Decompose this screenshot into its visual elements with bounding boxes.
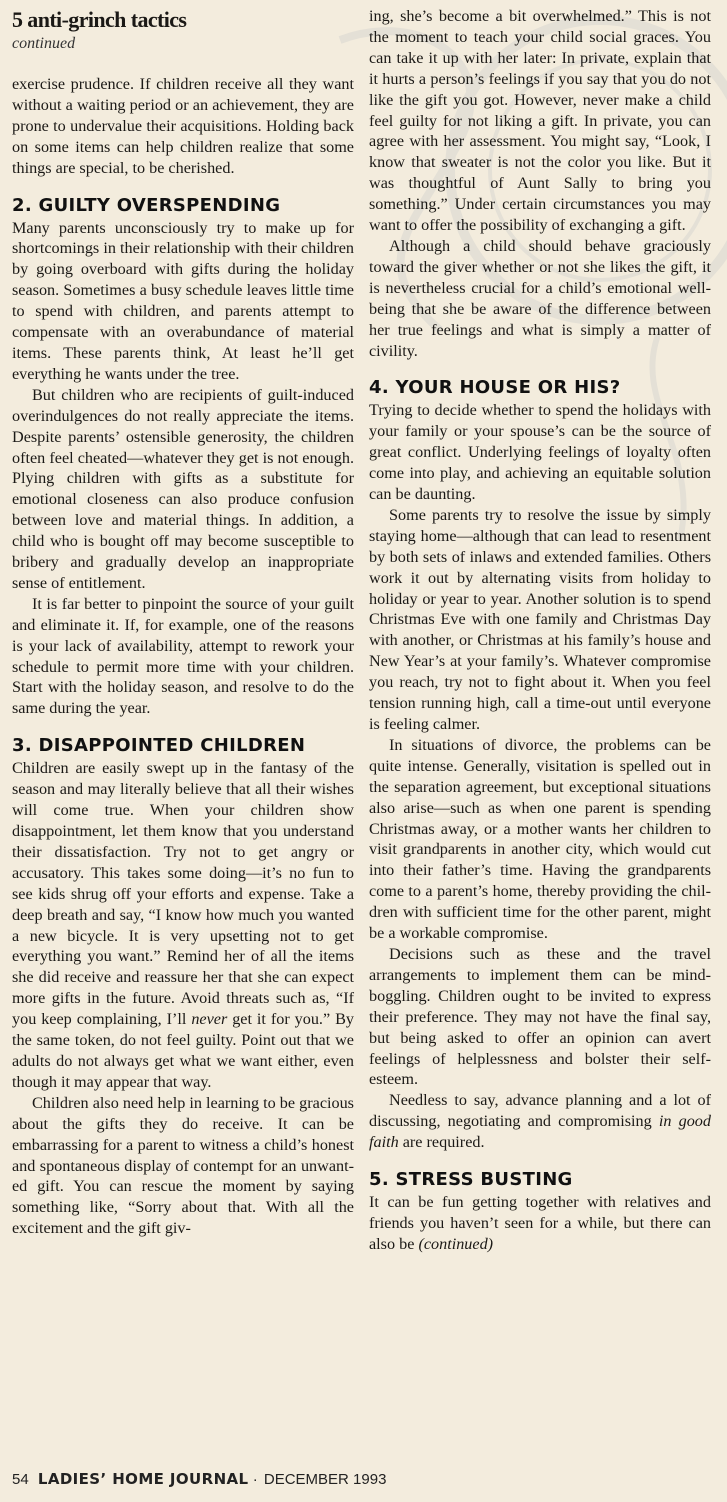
footer-separator: · [252,1471,258,1488]
paragraph: Trying to decide whether to spend the holidays with your family or your spouse’s can be the source of great conflict. Underlying feelings of loyalty often come into play, and achieving an equitable solution can be daunting. [369,401,711,504]
paragraph [12,758,354,1093]
paragraph: Children also need help in learning to be gracious about the gifts they do receive. It can be embarrassing for a parent to witness a child’s honest and spontaneous display of contempt for an unwanted gift. You can rescue the moment by saying something like, “Sorry about that. With all the excitement and the gift giv- [12,1093,354,1238]
paragraph: It is far better to pinpoint the source of your guilt and eliminate it. If, for example, one of the reasons is your lack of availability, attempt to rework your schedule to permit more time with your children. Start with the holiday season, and resolve to do the same during the year. [12,594,354,718]
text-run: are required. [398,1133,485,1152]
left-column [12,6,354,1239]
paragraph: Some parents try to resolve the issue by simply staying home—although that can lead to resentment by both sets of inlaws and extended families. Others work it out by alternating visits from holiday to holiday or year to year. Another solution is to spend Christmas Eve with one family and Christmas Day with another, or Christmas at his family’s house and New Year’s at your family’s. Whatever compromise you reach, try not to fight about it. When you feel tension running high, call a time-out until everyone is feeling calmer. [369,505,711,733]
section-heading-your-house-or-his: 4. YOUR HOUSE OR HIS? [369,377,621,399]
magazine-name: LADIES’ HOME JOURNAL [37,1470,249,1488]
article-title: 5 anti-grinch tactics [12,7,187,32]
paragraph [369,1192,711,1255]
emphasis-text: in good faith [369,1112,711,1152]
continued-marker: (continued) [418,1234,494,1253]
paragraph: Many parents unconsciously try to make up for shortcomings in their relationship with their children by going overboard with gifts during the holiday season. Sometimes a busy schedule leaves little time to spend with children, and parents attempt to compensate with an overabundance of material items. These parents think, At least he’ll get everything he wants under the tree. [12,218,354,383]
section-heading-disappointed-children: 3. DISAPPOINTED CHILDREN [12,735,306,757]
text-run: Needless to say, advance planning and a lot of discussing, negotiating and compromising [369,1091,711,1131]
right-column [369,6,711,1255]
issue-date: DECEMBER 1993 [263,1471,387,1488]
page-footer [12,1468,386,1491]
text-run: Children are easily swept up in the fantasy of the season and may literally believe that all their wishes will come true. When your children show disappointment, let them know that you understand their dissatisfaction. Try not to get angry or accusatory. This takes some doing—it’s no fun to see kids shrug off your efforts and expense. Take a deep breath and say, “I know how much you wanted a new bicycle. It is very upsetting not to get everything you want.” Remind her of all the items she did receive and reassure her that she can expect more gifts in the future. Avoid threats such as, “If you keep complaining, I’ll [12,759,354,1029]
paragraph: ing, she’s become a bit overwhelmed.” This is not the moment to teach your child social graces. You can take it up with her later: In private, explain that it hurts a person’s feelings if you say that you do not like the gift you got. However, never make a child feel guilty for not liking a gift. In private, you can agree with her assessment. You might say, “Look, I know that sweater is not the color you like. But it was thoughtful of Aunt Sally to bring you something.” Under certain circumstances you may want to offer the possibility of exchanging a gift. [369,7,711,235]
text-run: It can be fun getting together with relatives and friends you haven’t seen for a while, but there can also be [369,1193,711,1253]
paragraph [369,1090,711,1153]
paragraph: Decisions such as these and the travel arrangements to implement them can be mind-boggling. Children ought to be invited to express their preference. They may not have the final say, but being asked to offer an opinion can avert feelings of helplessness and bolster their self-esteem. [369,944,711,1089]
intro-paragraph: exercise prudence. If children receive all they want without a waiting period or an achievement, they are prone to undervalue their acquisitions. Holding back on some items can help children realize that some things are special, to be cherished. [12,75,354,177]
section-heading-stress-busting: 5. STRESS BUSTING [369,1169,573,1191]
section-heading-guilty-overspending: 2. GUILTY OVERSPENDING [12,194,281,216]
paragraph: But children who are recipients of guilt-induced overindulgences do not really appreciate the items. Despite parents’ ostensible generosity, the children often feel cheated—whatever they get is not enough. Plying children with gifts as a substitute for emotional closeness can also produce confusion between love and material things. In addition, a child who is bought off may become susceptible to bribery and gradually develop an inappropriate sense of entitlement. [12,385,354,592]
article-continued-label: continued [12,35,76,52]
paragraph: Although a child should behave graciously toward the giver whether or not she likes the gift, it is nevertheless crucial for a child’s emotional well-being that she be aware of the difference between her true feelings and what is simply a matter of civility. [369,236,711,360]
emphasis-text: never [191,1010,228,1029]
paragraph: In situations of divorce, the problems can be quite intense. Generally, visitation is spelled out in the separation agreement, but exceptional situations also arise—such as when one parent is spending Christmas away, or a mother wants her children to visit grandparents in another city, which would cut into their father’s time. Having the grandparents come to a parent’s home, thereby providing the children with sufficient time for the other parent, might be a workable compromise. [369,735,711,943]
text-run: get it for you.” By the same token, do not feel guilty. Point out that we adults do not always get what we want either, even though it may appear that way. [12,1010,354,1091]
page-number: 54 [12,1471,29,1488]
